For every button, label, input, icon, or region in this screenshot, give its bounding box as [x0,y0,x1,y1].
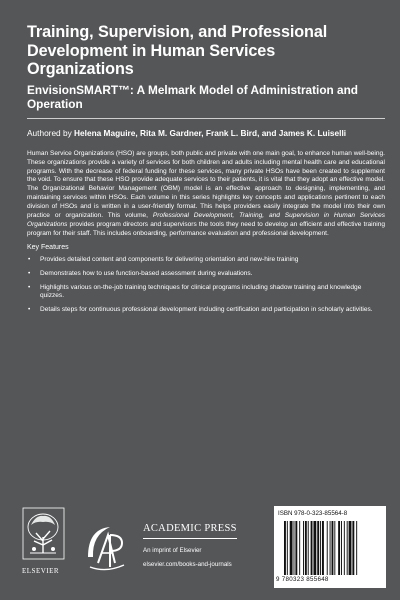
publisher-url[interactable]: elsevier.com/books-and-journals [143,561,232,568]
bullet-icon: • [28,305,31,313]
publisher-name: ACADEMIC PRESS [143,523,237,534]
key-feature-text: Demonstrates how to use function-based assessment during evaluations. [40,269,253,277]
elsevier-label: ELSEVIER [22,567,60,575]
authors-line [27,128,385,138]
key-feature-text: Details steps for continuous professional development including certification and participation in scholarly activities. [40,305,373,313]
bullet-icon: • [28,256,31,264]
key-feature-text: Highlights various on-the-job training techniques for clinical programs including shadow training and knowledge quizzes. [40,283,362,300]
description-italic-title: Professional Development, Training, and Supervision in Human Services Organizations [27,211,385,228]
publisher-divider [143,538,237,539]
back-cover-content [27,0,385,314]
barcode-icon [284,521,380,575]
isbn-barcode-box [274,506,386,588]
book-subtitle: EnvisionSMART™: A Melmark Model of Administration and Operation [27,82,358,111]
divider [27,118,385,119]
bullet-icon: • [28,269,31,277]
elsevier-tree-logo-icon [22,507,65,560]
authors-prefix: Authored by [27,127,75,138]
list-item [27,270,385,279]
list-item [27,284,385,301]
isbn-label: ISBN 978-0-323-85564-8 [278,510,348,517]
bullet-icon: • [28,283,31,291]
list-item [27,306,385,315]
publisher-imprint: An imprint of Elsevier [143,547,202,554]
author-names: Helena Maguire, Rita M. Gardner, Frank L. Bird, and James K. Luiselli [74,127,347,138]
description-text-2: provides program directors and supervisors the tools they need to develop an efficient and effective training program for their staff. This includes onboarding, performance evaluation and professional development. [27,220,385,237]
description-text-1: Human Service Organizations (HSO) are groups, both public and private with one main goal, to enhance human well-being. These organizations provide a variety of services for both children and adults including mental health care and educational programs. With the decrease of federal funding for these services, many private HSOs have been created to supplement the void. To ensure that these HSO provide adequate services to their patients, it is vital that they adopt an effective model. The Organizational Behavior Management (OBM) model is an effective approach to designing, implementing, and maintaining services within HSOs. Each volume in this series highlights key concepts and applications pertinent to each division of HSOs and is written in a user-friendly format. This helps providers easily integrate the model into their own practice or organization. This volume, [27,149,385,219]
academic-press-logo-icon [84,523,128,573]
barcode-digits: 9 780323 855648 [276,576,329,583]
key-features-list [27,256,385,314]
list-item [27,256,385,265]
book-description [27,150,385,238]
key-feature-text: Provides detailed content and components for delivering orientation and new-hire training [40,256,299,264]
key-features-heading: Key Features [27,244,69,252]
book-title: Training, Supervision, and Professional Development in Human Services Organizations [27,23,328,78]
